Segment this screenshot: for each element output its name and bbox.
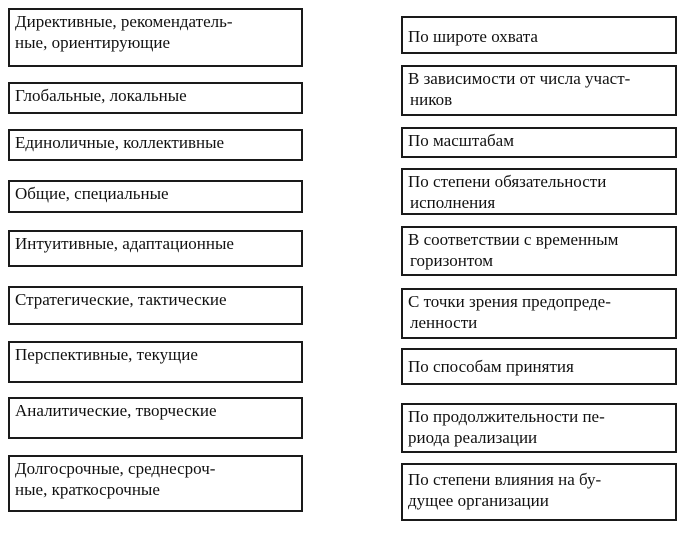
- box-text-line: По степени влияния на бу-: [408, 470, 602, 489]
- box-text-line: По масштабам: [408, 131, 514, 150]
- left-box-global: [8, 82, 303, 114]
- right-box-time-horizon: [401, 226, 677, 276]
- right-box-participants: [401, 65, 677, 116]
- box-text-line: Долгосрочные, среднесроч-: [15, 459, 216, 478]
- box-text-line: горизонтом: [410, 251, 493, 270]
- box-text-line: Аналитические, творческие: [15, 401, 217, 420]
- right-box-decision-methods: [401, 348, 677, 385]
- left-box-individual: [8, 129, 303, 161]
- box-text-line: исполнения: [410, 193, 496, 212]
- left-box-long-term: [8, 455, 303, 512]
- box-text-line: В зависимости от числа участ-: [408, 69, 631, 88]
- right-box-scope: [401, 16, 677, 54]
- left-box-analytic: [8, 397, 303, 439]
- right-box-duration: [401, 403, 677, 453]
- box-text-line: С точки зрения предопреде-: [408, 292, 611, 311]
- box-text-line: Единоличные, коллективные: [15, 133, 225, 152]
- box-text-line: Стратегические, тактические: [15, 290, 227, 309]
- box-text-line: дущее организации: [408, 491, 549, 510]
- box-text-line: риода реализации: [408, 428, 538, 447]
- right-box-influence: [401, 463, 677, 521]
- box-text-line: По широте охвата: [408, 27, 538, 46]
- box-text-line: По способам принятия: [408, 357, 574, 376]
- left-box-intuitive: [8, 230, 303, 267]
- right-box-obligation: [401, 168, 677, 215]
- box-text-line: По продолжительности пе-: [408, 407, 605, 426]
- box-text-line: Интуитивные, адаптационные: [15, 234, 234, 253]
- box-text-line: ников: [410, 90, 453, 109]
- left-box-general: [8, 180, 303, 213]
- box-text-line: Глобальные, локальные: [15, 86, 187, 105]
- left-box-perspective: [8, 341, 303, 383]
- box-text-line: ные, ориентирующие: [15, 33, 171, 52]
- box-text-line: ные, краткосрочные: [15, 480, 160, 499]
- left-box-strategic: [8, 286, 303, 325]
- right-box-scale: [401, 127, 677, 158]
- right-box-predetermination: [401, 288, 677, 339]
- box-text-line: По степени обязательности: [408, 172, 607, 191]
- box-text-line: В соответствии с временным: [408, 230, 619, 249]
- box-text-line: ленности: [410, 313, 478, 332]
- left-box-directive: [8, 8, 303, 67]
- box-text-line: Директивные, рекомендатель-: [15, 12, 233, 31]
- box-text-line: Перспективные, текущие: [15, 345, 198, 364]
- box-text-line: Общие, специальные: [15, 184, 169, 203]
